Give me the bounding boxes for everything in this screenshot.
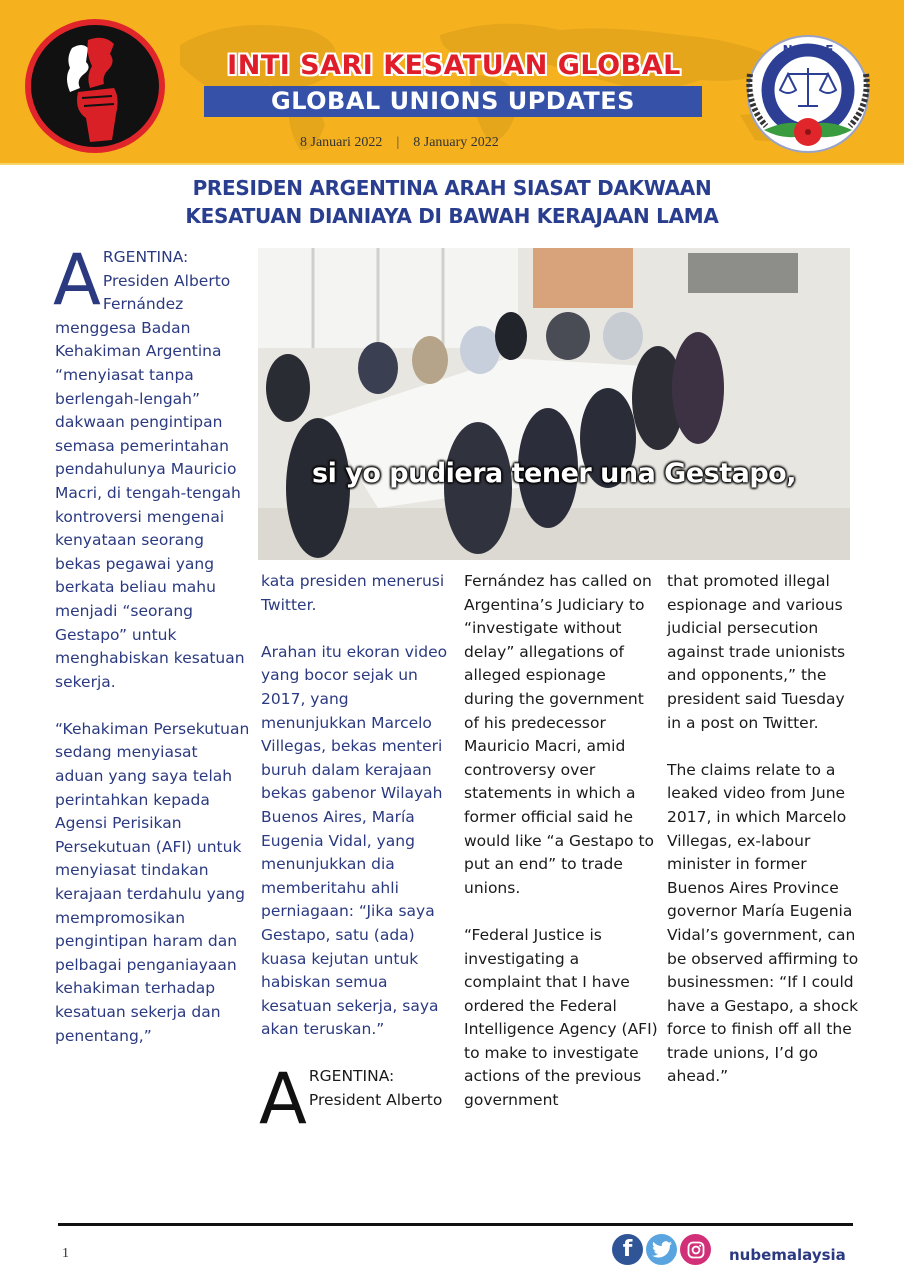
- facebook-icon[interactable]: f: [612, 1234, 643, 1265]
- twitter-icon[interactable]: [646, 1234, 677, 1265]
- lead-paragraph-english: [259, 1058, 453, 1141]
- footer-divider: [58, 1223, 853, 1226]
- masthead-title-english: GLOBAL UNIONS UPDATES: [271, 87, 635, 115]
- quote-attribution-english: that promoted illegal espionage and various judicial persecution against trade unionists and opponents,” the president said Tuesday in a post on Twitter.: [667, 572, 846, 732]
- column-malay-1: [53, 239, 250, 1048]
- column-english-2: [667, 570, 862, 1089]
- quote-paragraph-malay: “Kehakiman Persekutuan sedang menyiasat aduan yang saya telah perintahkan kepada Agensi Perisikan Persekutuan (AFI) untuk menyiasat tindakan kerajaan terdahulu yang mempromosikan pengintipan haram dan pelbagai penganiayaan kehakiman terhadap kesatuan sekerja dan penentang,”: [55, 719, 250, 1045]
- instagram-icon[interactable]: [680, 1234, 711, 1265]
- dropcap-malay: A: [53, 239, 101, 321]
- date-separator: |: [396, 135, 400, 150]
- raised-fist-logo: [24, 18, 166, 154]
- page-number: 1: [62, 1246, 69, 1261]
- column-malay-2: [259, 570, 453, 1141]
- social-handle[interactable]: nubemalaysia: [729, 1246, 846, 1264]
- headline-line-2: KESATUAN DIANIAYA DI BAWAH KERAJAAN LAMA: [185, 204, 719, 228]
- article-photo: [258, 248, 850, 560]
- quote-paragraph-english: “Federal Justice is investigating a complaint that I have ordered the Federal Intelligence Agency (AFI) to make to investigate actions of the previous government: [464, 925, 658, 1110]
- video-subtitle: si yo pudiera tener una Gestapo,: [312, 458, 796, 489]
- date-english: 8 January 2022: [413, 135, 499, 150]
- svg-text:N.U.B.E: N.U.B.E: [782, 43, 834, 57]
- lead-text-english-continued: Fernández has called on Argentina’s Judiciary to “investigate without delay” allegations of alleged espionage during the government of his predecessor Mauricio Macri, amid controversy over statements in which a former official said he would like “a Gestapo to put an end” to trade unions.: [464, 572, 655, 897]
- masthead-divider: [0, 163, 904, 165]
- masthead-title-malay: INTI SARI KESATUAN GLOBAL: [227, 50, 681, 81]
- article-headline: [140, 174, 764, 230]
- nube-logo: [740, 34, 876, 154]
- lead-text-english: RGENTINA: President Alberto: [308, 1067, 443, 1110]
- lead-text-malay: RGENTINA: Presiden Alberto Fernández menggesa Badan Kehakiman Argentina “menyiasat tanpa berlengah-lengah” dakwaan pengintipan semasa pemerintahan pendahulunya Mauricio Macri, di tengah-tengah kontroversi mengenai kenyataan seorang bekas pegawai yang berkata beliau mahu menjadi “seorang Gestapo” untuk menghabiskan kesatuan sekerja.: [55, 248, 245, 691]
- masthead: [0, 0, 904, 165]
- headline-line-1: PRESIDEN ARGENTINA ARAH SIASAT DAKWAAN: [192, 176, 712, 200]
- video-paragraph-english: The claims relate to a leaked video from June 2017, in which Marcelo Villegas, ex-labour minister in former Buenos Aires Province governor María Eugenia Vidal’s government, can be observed affirming to businessmen: “If I could have a Gestapo, a shock force to finish off all the trade unions, I’d go ahead.”: [667, 760, 859, 1086]
- column-english-1: [464, 570, 659, 1113]
- lead-paragraph-malay: [53, 239, 250, 694]
- meeting-photo-illustration: [258, 248, 850, 560]
- video-paragraph-malay: Arahan itu ekoran video yang bocor sejak un 2017, yang menunjukkan Marcelo Villegas, bekas menteri buruh dalam kerajaan bekas gabenor Wilayah Buenos Aires, María Eugenia Vidal, yang menunjukkan dia memberitahu ahli perniagaan: “Jika saya Gestapo, satu (ada) kuasa kejutan untuk habiskan semua kesatuan sekerja, saya akan teruskan.”: [261, 642, 448, 1039]
- dropcap-english: A: [259, 1058, 307, 1141]
- issue-dates: [300, 135, 620, 151]
- social-links: [612, 1234, 711, 1265]
- quote-attribution-malay: kata presiden menerusi Twitter.: [261, 572, 445, 614]
- date-malay: 8 Januari 2022: [300, 135, 383, 150]
